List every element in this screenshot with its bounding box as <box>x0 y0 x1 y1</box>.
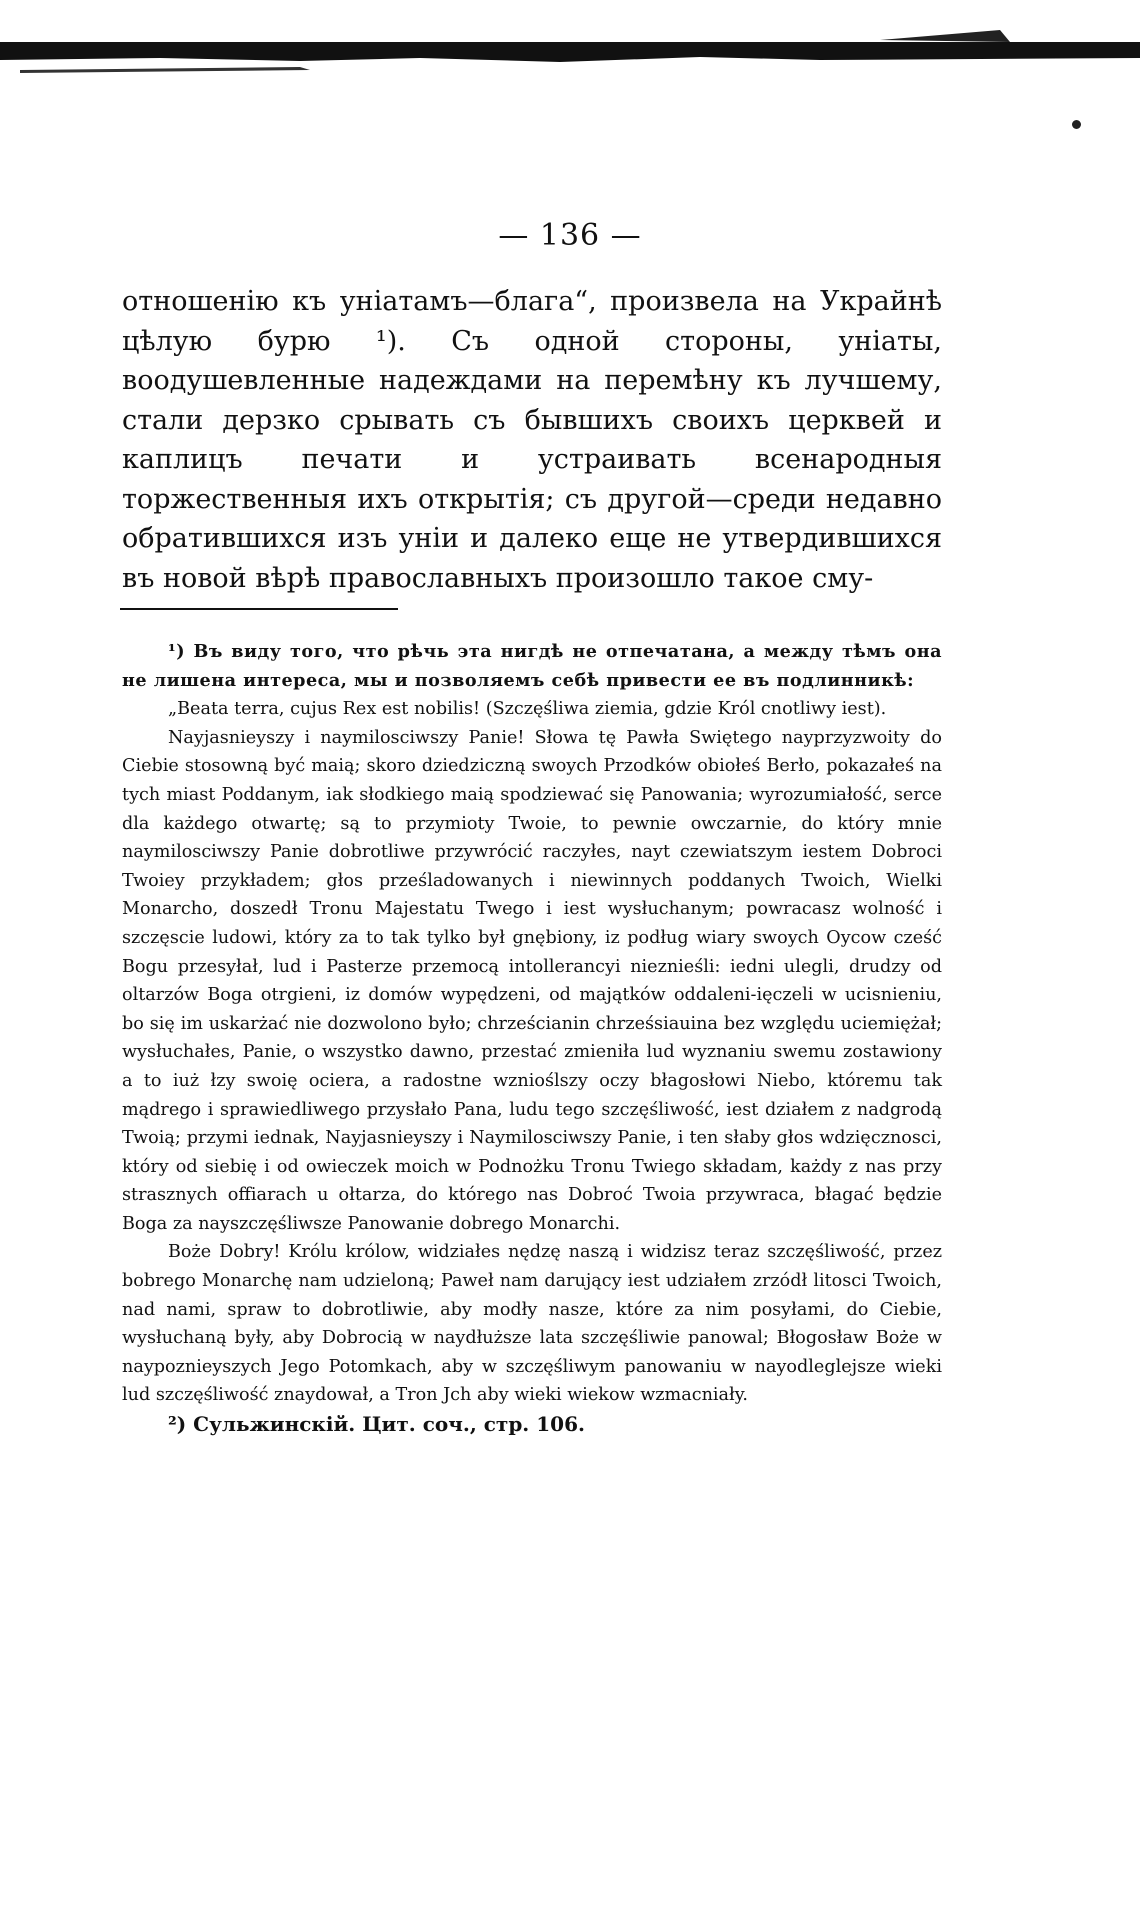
footnote-separator <box>120 608 398 610</box>
page-number: — 136 — <box>498 218 642 253</box>
footnotes-block <box>122 638 942 1439</box>
quote-paragraph-1: „Beata terra, cujus Rex est nobilis! (Szczęśliwa ziemia, gdzie Król cnotliwy iest). <box>168 699 887 720</box>
quote-paragraph-3: Boże Dobry! Królu królow, widziałes nędzę naszą i widzisz teraz szczęśliwość, przez bobrego Monarchę nam udzieloną; Paweł nam darujący iest udziałem zrzódł litosci Twoich, nad nami, spraw to dobrotliwie, aby modły nasze, które za nim posyłami, do Ciebie, wysłuchaną były, aby Dobrocią w naydłuższe lata szczęśliwie panowal; Błogosław Boże w naypoznieyszych Jego Potomkach, aby w szczęśliwym panowaniu w nayodleglejsze wieki lud szczęśliwość znaydował, a Tron Jch aby wieki wiekow wzmacniały. <box>122 1242 942 1406</box>
quote-paragraph-2: Nayjasnieyszy i naymilosciwszy Panie! Słowa tę Pawła Swiętego nayprzyzwoity do Ciebie stosowną być maią; skoro dziedziczną swoych Przodków obiołeś Berło, pokazałeś na tych miast Poddanym, iak słodkiego maią spodziewać się Panowania; wyrozumiałość, serce dla każdego otwartę; są to przymioty Twoie, to pewnie owczarnie, do który mnie naymilosciwszy Panie dobrotliwe przywrócić raczyłes, nayt czewiatszym iestem Dobroci Twoiey przykładem; głos prześladowanych i niewinnych poddanych Twoich, Wielki Monarcho, doszedł Tronu Majestatu Twego i iest wysłuchanym; powracasz wolność i szczęscie ludowi, który za to tak tylko był gnębiony, iz podług wiary swoych Oycow cześć Bogu przesyłał, lud i Pasterze przemocą intollerancyi nieznieśli: iedni ulegli, drudzy od oltarzów Boga otrgieni, iz domów wypędzeni, od majątków oddaleni-ięczeli w ucisnieniu, bo się im uskarżać nie dozwolono było; chrześcianin chrześsiauina bez względu uciemiężał; wysłuchałes, Panie, o wszystko dawno, przestać zmieniła lud wyznaniu swemu zostawiony a to iuż łzy swoię ociera, a radostne wznioślszy oczy błagosłowi Niebo, któremu tak mądrego i sprawiedliwego przysłało Pana, ludu tego szczęśliwość, iest działem z nadgrodą Twoią; przymi iednak, Nayjasnieyszy i Naymilosciwszy Panie, i ten słaby głos wdzięcznosci, który od siebię i od owieczek moich w Podnożku Tronu Twiego składam, każdy z nas przy strasznych offiarach u ołtarza, do którego nas Dobroć Twoia przywraca, błagać będzie Boga za nayszczęśliwsze Panowanie dobrego Monarchi. <box>122 727 942 1234</box>
footnote-1-intro: ¹) Въ виду того, что рѣчь эта нигдѣ не отпечатана, а между тѣмъ она не лишена интереса, мы и позволяемъ себѣ привести ее въ подлинникѣ: <box>122 641 942 691</box>
main-paragraph: отношенію къ уніатамъ—блага“, произвела на Украйнѣ цѣлую бурю ¹). Съ одной стороны, уніаты, воодушевленные надеждами на перемѣну къ лучшему, стали дерзко срывать съ бывшихъ своихъ церквей и каплицъ печати и устраивать всенародныя торжественныя ихъ открытія; съ другой—среди недавно обратившихся изъ уніи и далеко еще не утвердившихся въ новой вѣрѣ православныхъ произошло такое сму- <box>122 286 942 594</box>
footnote-2: ²) Сульжинскій. Цит. соч., стр. 106. <box>168 1412 585 1437</box>
scan-top-edge <box>0 0 1140 80</box>
ink-dot <box>1072 120 1081 129</box>
main-text-block <box>122 282 942 598</box>
